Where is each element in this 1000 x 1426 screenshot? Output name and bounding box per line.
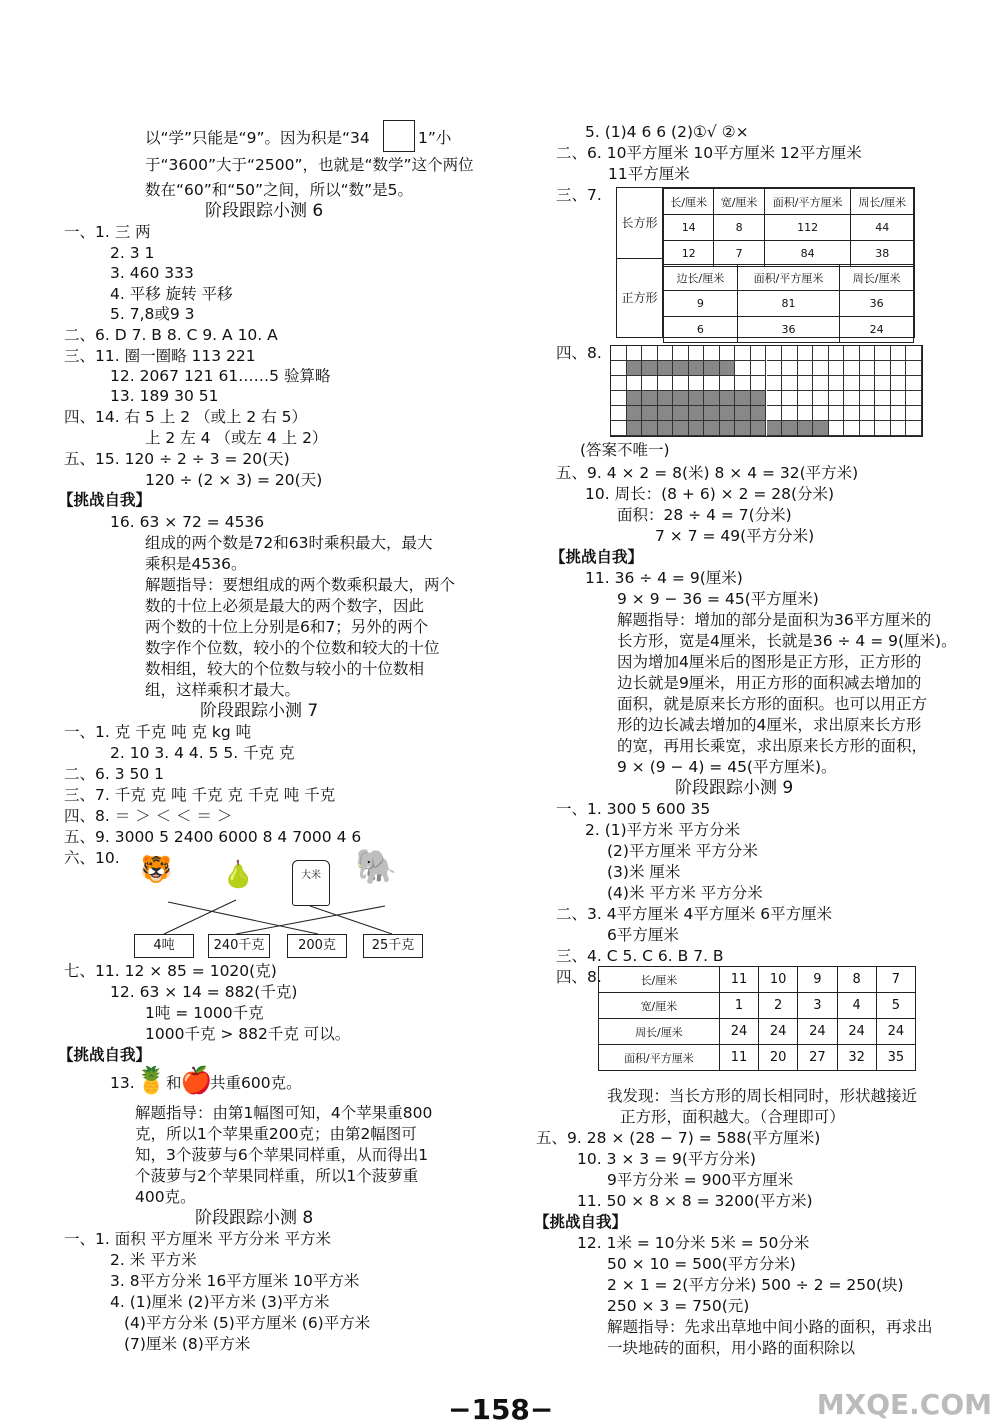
page-number: −158− bbox=[448, 1393, 554, 1426]
grid-cell bbox=[735, 406, 751, 421]
section-title: 阶段跟踪小测 9 bbox=[675, 778, 794, 798]
answer-line: 二、6. 3 50 1 bbox=[64, 765, 165, 783]
grid-cell bbox=[767, 391, 783, 406]
match-box: 200克 bbox=[287, 934, 347, 958]
grid-cell bbox=[813, 421, 829, 436]
answer-line: 3. 460 333 bbox=[110, 264, 194, 282]
table-row-label: 正方形 bbox=[617, 259, 663, 337]
table-cell: 24 bbox=[719, 1019, 758, 1045]
grid-cell bbox=[844, 361, 860, 376]
answer-line: 6平方厘米 bbox=[607, 926, 679, 944]
pineapple-icon: 🍍 bbox=[135, 1066, 168, 1096]
table-cell: 27 bbox=[798, 1045, 837, 1071]
match-box: 240千克 bbox=[208, 934, 270, 958]
answer-line: 250 × 3 = 750(元) bbox=[607, 1297, 750, 1315]
section-title: 阶段跟踪小测 7 bbox=[200, 701, 319, 721]
table-header: 面积/平方厘米 bbox=[737, 265, 839, 291]
grid-cell bbox=[611, 346, 627, 361]
grid-cell bbox=[844, 391, 860, 406]
grid-cell bbox=[782, 391, 798, 406]
square-grid bbox=[610, 345, 923, 437]
answer-line: 120 ÷ (2 × 3) = 20(天) bbox=[145, 471, 323, 489]
grid-cell bbox=[627, 406, 643, 421]
answer-line: 13. bbox=[110, 1074, 135, 1092]
table-cell: 7 bbox=[876, 967, 915, 993]
answer-line: 上 2 左 4 （或左 4 上 2） bbox=[145, 429, 328, 447]
grid-cell bbox=[642, 346, 658, 361]
grid-cell bbox=[658, 406, 674, 421]
grid-cell bbox=[875, 391, 891, 406]
grid-cell bbox=[767, 421, 783, 436]
grid-cell bbox=[813, 376, 829, 391]
grid-cell bbox=[720, 406, 736, 421]
table-cell: 32 bbox=[837, 1045, 876, 1071]
grid-cell bbox=[829, 346, 845, 361]
match-box: 25千克 bbox=[363, 934, 423, 958]
grid-cell bbox=[751, 391, 767, 406]
grid-cell bbox=[891, 391, 907, 406]
answer-line: 四、8. ＝ ＞ ＜ ＜ ＝ ＞ bbox=[64, 807, 233, 825]
explanation-line: 数的十位上必须是最大的两个数字，因此 bbox=[145, 597, 425, 615]
grid-cell bbox=[642, 406, 658, 421]
answer-line: 1吨 = 1000千克 bbox=[145, 1004, 264, 1022]
table-cell: 20 bbox=[759, 1045, 798, 1071]
answer-line: 一、1. 面积 平方厘米 平方分米 平方米 bbox=[64, 1230, 331, 1248]
answer-line: (3)米 厘米 bbox=[607, 863, 681, 881]
grid-cell bbox=[875, 406, 891, 421]
table-cell: 36 bbox=[737, 317, 839, 343]
table-cell: 6 bbox=[664, 317, 738, 343]
explanation-line: 长方形，宽是4厘米，长就是36 ÷ 4 = 9(厘米)。 bbox=[617, 632, 957, 650]
answer-line: 10. 3 × 3 = 9(平方分米) bbox=[577, 1150, 756, 1168]
answer-line: 13. 189 30 51 bbox=[110, 387, 219, 405]
grid-cell bbox=[875, 361, 891, 376]
square-table bbox=[663, 264, 914, 343]
table-cell: 44 bbox=[851, 215, 914, 241]
explanation-line: 两个数的十位上分别是6和7；另外的两个 bbox=[145, 618, 429, 636]
grid-cell bbox=[735, 346, 751, 361]
grid-cell bbox=[673, 421, 689, 436]
answer-line: (2)平方厘米 平方分米 bbox=[607, 842, 758, 860]
answer-line: 四、14. 右 5 上 2 （或上 2 右 5） bbox=[64, 408, 308, 426]
answer-line: 50 × 10 = 500(平方分米) bbox=[607, 1255, 796, 1273]
grid-cell bbox=[906, 391, 922, 406]
explanation-line: 的宽，再用长乘宽，求出原来长方形的面积， bbox=[617, 737, 928, 755]
answer-line: 7 × 7 = 49(平方分米) bbox=[655, 527, 815, 545]
answer-line: 10. 周长：(8 + 6) × 2 = 28(分米) bbox=[585, 485, 835, 503]
answer-line: 五、9. 3000 5 2400 6000 8 4 7000 4 6 bbox=[64, 828, 362, 846]
grid-cell bbox=[860, 361, 876, 376]
rect-table bbox=[663, 188, 914, 267]
answer-line: 我发现：当长方形的周长相同时，形状越接近 bbox=[607, 1087, 918, 1105]
table-header: 周长/厘米 bbox=[840, 265, 914, 291]
grid-cell bbox=[751, 421, 767, 436]
answer-line: 2. 3 1 bbox=[110, 244, 155, 262]
grid-cell bbox=[844, 406, 860, 421]
answer-line: 1000千克 > 882千克 可以。 bbox=[145, 1025, 351, 1043]
answer-line: 五、9. 4 × 2 = 8(米) 8 × 4 = 32(平方米) bbox=[556, 464, 859, 482]
table-header: 面积/平方厘米 bbox=[764, 189, 851, 215]
answer-line: 四、8. bbox=[556, 344, 602, 362]
grid-cell bbox=[704, 421, 720, 436]
perimeter-area-table bbox=[598, 966, 916, 1071]
explanation-line: 解题指导：由第1幅图可知，4个苹果重800 bbox=[135, 1104, 433, 1122]
table-cell: 35 bbox=[876, 1045, 915, 1071]
grid-cell bbox=[611, 376, 627, 391]
answer-line: 二、6. D 7. B 8. C 9. A 10. A bbox=[64, 326, 278, 344]
table-row-header: 宽/厘米 bbox=[599, 993, 720, 1019]
grid-cell bbox=[813, 406, 829, 421]
answer-line: 3. 8平方分米 16平方厘米 10平方米 bbox=[110, 1272, 360, 1290]
explanation-line: 解题指导：增加的部分是面积为36平方厘米的 bbox=[617, 611, 932, 629]
answer-line: 2. 米 平方米 bbox=[110, 1251, 197, 1269]
table-cell: 4 bbox=[837, 993, 876, 1019]
explanation-line: 组，这样乘积才最大。 bbox=[145, 681, 301, 699]
grid-cell bbox=[829, 406, 845, 421]
explanation-line: 数字作个位数，较小的个位数和较大的十位 bbox=[145, 639, 440, 657]
answer-line: 正方形，面积越大。（合理即可） bbox=[620, 1108, 845, 1126]
table-cell: 24 bbox=[759, 1019, 798, 1045]
answer-line: 四、8. bbox=[556, 968, 602, 986]
grid-cell bbox=[782, 346, 798, 361]
table-cell: 3 bbox=[798, 993, 837, 1019]
grid-cell bbox=[642, 391, 658, 406]
explanation-line: 解题指导：要想组成的两个数乘积最大，两个 bbox=[145, 576, 456, 594]
table-cell: 5 bbox=[876, 993, 915, 1019]
answer-line: 5. (1)4 6 6 (2)①√ ②× bbox=[585, 123, 749, 141]
table-cell: 36 bbox=[840, 291, 914, 317]
grid-cell bbox=[906, 376, 922, 391]
grid-cell bbox=[704, 391, 720, 406]
grid-cell bbox=[658, 391, 674, 406]
grid-cell bbox=[875, 376, 891, 391]
answer-line: 5. 7,8或9 3 bbox=[110, 305, 195, 323]
table-cell: 2 bbox=[759, 993, 798, 1019]
challenge-heading: 【挑战自我】 bbox=[58, 1046, 152, 1064]
grid-cell bbox=[611, 406, 627, 421]
explanation-line: 克，所以1个苹果重200克；由第2幅图可 bbox=[135, 1125, 417, 1143]
table-cell: 24 bbox=[876, 1019, 915, 1045]
elephant-icon: 🐘 bbox=[355, 847, 398, 887]
grid-cell bbox=[782, 376, 798, 391]
table-cell: 38 bbox=[851, 241, 914, 267]
grid-cell bbox=[813, 346, 829, 361]
grid-cell bbox=[658, 421, 674, 436]
answer-line: (答案不唯一) bbox=[580, 441, 670, 459]
text-line: 1”小 bbox=[418, 129, 452, 147]
grid-cell bbox=[767, 376, 783, 391]
grid-cell bbox=[735, 391, 751, 406]
grid-cell bbox=[813, 391, 829, 406]
table-header: 周长/厘米 bbox=[851, 189, 914, 215]
table-cell: 8 bbox=[714, 215, 764, 241]
grid-cell bbox=[798, 421, 814, 436]
grid-cell bbox=[673, 361, 689, 376]
grid-cell bbox=[891, 361, 907, 376]
table-cell: 112 bbox=[764, 215, 851, 241]
grid-cell bbox=[860, 421, 876, 436]
text-line: 数在“60”和“50”之间，所以“数”是5。 bbox=[145, 181, 413, 199]
grid-cell bbox=[735, 361, 751, 376]
answer-line: 11. 50 × 8 × 8 = 3200(平方米) bbox=[577, 1192, 813, 1210]
table-cell: 24 bbox=[840, 317, 914, 343]
tiger-icon: 🐯 bbox=[140, 855, 173, 885]
pear-icon: 🍐 bbox=[222, 860, 255, 890]
answer-line: (4)米 平方米 平方分米 bbox=[607, 884, 763, 902]
explanation-line: 解题指导：先求出草地中间小路的面积，再求出 bbox=[607, 1318, 933, 1336]
grid-cell bbox=[720, 421, 736, 436]
grid-cell bbox=[642, 421, 658, 436]
matching-lines bbox=[0, 0, 510, 960]
grid-cell bbox=[891, 406, 907, 421]
grid-cell bbox=[875, 346, 891, 361]
explanation-line: 数相组，较大的个位数与较小的十位数相 bbox=[145, 660, 425, 678]
grid-cell bbox=[689, 421, 705, 436]
grid-cell bbox=[704, 406, 720, 421]
grid-cell bbox=[906, 421, 922, 436]
grid-cell bbox=[860, 376, 876, 391]
grid-cell bbox=[720, 346, 736, 361]
grid-cell bbox=[891, 346, 907, 361]
grid-cell bbox=[829, 421, 845, 436]
grid-cell bbox=[751, 406, 767, 421]
grid-cell bbox=[704, 376, 720, 391]
grid-cell bbox=[627, 361, 643, 376]
answer-line: 五、9. 28 × (28 − 7) = 588(平方厘米) bbox=[536, 1129, 821, 1147]
challenge-heading: 【挑战自我】 bbox=[550, 548, 644, 566]
answer-line: 2 × 1 = 2(平方分米) 500 ÷ 2 = 250(块) bbox=[607, 1276, 904, 1294]
grid-cell bbox=[704, 346, 720, 361]
grid-cell bbox=[829, 391, 845, 406]
grid-cell bbox=[658, 376, 674, 391]
rice-bag-label: 大米 bbox=[301, 870, 321, 881]
grid-cell bbox=[627, 346, 643, 361]
grid-cell bbox=[689, 361, 705, 376]
grid-cell bbox=[891, 376, 907, 391]
grid-cell bbox=[673, 406, 689, 421]
explanation-line: 9 × (9 − 4) = 45(平方厘米)。 bbox=[617, 758, 837, 776]
table-row-header: 面积/平方厘米 bbox=[599, 1045, 720, 1071]
grid-cell bbox=[689, 376, 705, 391]
grid-cell bbox=[798, 376, 814, 391]
answer-line: 一、1. 300 5 600 35 bbox=[556, 800, 711, 818]
rect-square-table bbox=[616, 187, 915, 338]
grid-cell bbox=[782, 361, 798, 376]
answer-line: 2. (1)平方米 平方分米 bbox=[585, 821, 741, 839]
table-cell: 11 bbox=[719, 967, 758, 993]
table-header: 宽/厘米 bbox=[714, 189, 764, 215]
answer-line: 11. 36 ÷ 4 = 9(厘米) bbox=[585, 569, 743, 587]
grid-cell bbox=[689, 391, 705, 406]
answer-line: 二、6. 10平方厘米 10平方厘米 12平方厘米 bbox=[556, 144, 862, 162]
explanation-line: 一块地砖的面积，用小路的面积除以 bbox=[607, 1339, 856, 1357]
explanation-line: 面积，就是原来长方形的面积。也可以用正方 bbox=[617, 695, 928, 713]
grid-cell bbox=[829, 376, 845, 391]
grid-cell bbox=[767, 361, 783, 376]
answer-line: 12. 1米 = 10分米 5米 = 50分米 bbox=[577, 1234, 810, 1252]
text-line: 于“3600”大于“2500”，也就是“数学”这个两位 bbox=[145, 156, 474, 174]
answer-line: 六、10. bbox=[64, 849, 120, 867]
answer-line: (7)厘米 (8)平方米 bbox=[124, 1335, 251, 1353]
grid-cell bbox=[642, 361, 658, 376]
explanation-line: 边长就是9厘米，用正方形的面积减去增加的 bbox=[617, 674, 922, 692]
grid-cell bbox=[720, 376, 736, 391]
grid-cell bbox=[891, 421, 907, 436]
text-line: 共重600克。 bbox=[210, 1074, 302, 1092]
grid-cell bbox=[906, 361, 922, 376]
answer-line: 11平方厘米 bbox=[608, 165, 690, 183]
grid-cell bbox=[906, 346, 922, 361]
table-cell: 1 bbox=[719, 993, 758, 1019]
answer-line: 2. 10 3. 4 4. 5 5. 千克 克 bbox=[110, 744, 295, 762]
answer-line: 七、11. 12 × 85 = 1020(克) bbox=[64, 962, 277, 980]
answer-line: 组成的两个数是72和63时乘积最大，最大 bbox=[145, 534, 433, 552]
table-cell: 84 bbox=[764, 241, 851, 267]
table-cell: 12 bbox=[664, 241, 714, 267]
grid-cell bbox=[860, 406, 876, 421]
answer-line: 一、1. 三 两 bbox=[64, 223, 151, 241]
grid-cell bbox=[875, 421, 891, 436]
text-line: 和 bbox=[166, 1074, 182, 1092]
grid-cell bbox=[767, 406, 783, 421]
grid-cell bbox=[813, 361, 829, 376]
grid-cell bbox=[673, 391, 689, 406]
answer-line: 12. 2067 121 61……5 验算略 bbox=[110, 367, 331, 385]
grid-cell bbox=[751, 346, 767, 361]
table-cell: 14 bbox=[664, 215, 714, 241]
table-cell: 9 bbox=[664, 291, 738, 317]
grid-cell bbox=[798, 391, 814, 406]
table-row-label: 长方形 bbox=[617, 188, 663, 259]
explanation-line: 400克。 bbox=[135, 1188, 196, 1206]
grid-cell bbox=[704, 361, 720, 376]
table-cell: 8 bbox=[837, 967, 876, 993]
grid-cell bbox=[735, 376, 751, 391]
answer-line: 二、3. 4平方厘米 4平方厘米 6平方厘米 bbox=[556, 905, 833, 923]
table-header: 边长/厘米 bbox=[664, 265, 738, 291]
match-box: 4吨 bbox=[134, 934, 194, 958]
answer-line: 三、11. 圈一圈略 113 221 bbox=[64, 347, 256, 365]
explanation-line: 个菠萝与2个苹果同样重，所以1个菠萝重 bbox=[135, 1167, 419, 1185]
grid-cell bbox=[720, 391, 736, 406]
grid-cell bbox=[751, 376, 767, 391]
table-header: 长/厘米 bbox=[664, 189, 714, 215]
grid-cell bbox=[689, 406, 705, 421]
grid-cell bbox=[658, 346, 674, 361]
answer-line: 4. (1)厘米 (2)平方米 (3)平方米 bbox=[110, 1293, 330, 1311]
grid-cell bbox=[689, 346, 705, 361]
grid-cell bbox=[673, 376, 689, 391]
grid-cell bbox=[751, 361, 767, 376]
grid-cell bbox=[720, 361, 736, 376]
table-cell: 11 bbox=[719, 1045, 758, 1071]
answer-line: 三、7. 千克 克 吨 千克 克 千克 吨 千克 bbox=[64, 786, 336, 804]
grid-cell bbox=[829, 361, 845, 376]
table-cell: 24 bbox=[798, 1019, 837, 1045]
grid-cell bbox=[611, 361, 627, 376]
grid-cell bbox=[906, 406, 922, 421]
explanation-line: 形的边长减去增加的4厘米，求出原来长方形 bbox=[617, 716, 922, 734]
watermark: MXQE.COM bbox=[816, 1388, 992, 1421]
challenge-heading: 【挑战自我】 bbox=[534, 1213, 628, 1231]
answer-line: 4. 平移 旋转 平移 bbox=[110, 285, 233, 303]
section-title: 阶段跟踪小测 6 bbox=[205, 201, 324, 221]
grid-cell bbox=[860, 346, 876, 361]
grid-cell bbox=[798, 406, 814, 421]
apple-icon: 🍎 bbox=[180, 1066, 213, 1096]
grid-cell bbox=[798, 346, 814, 361]
grid-cell bbox=[798, 361, 814, 376]
grid-cell bbox=[860, 391, 876, 406]
grid-cell bbox=[673, 346, 689, 361]
grid-cell bbox=[642, 376, 658, 391]
grid-cell bbox=[767, 346, 783, 361]
grid-cell bbox=[611, 421, 627, 436]
table-cell: 7 bbox=[714, 241, 764, 267]
answer-line: 一、1. 克 千克 吨 克 kg 吨 bbox=[64, 723, 252, 741]
table-cell: 9 bbox=[798, 967, 837, 993]
grid-cell bbox=[611, 391, 627, 406]
text-line: 以“学”只能是“9”。因为积是“34 bbox=[145, 129, 370, 147]
table-cell: 81 bbox=[737, 291, 839, 317]
answer-line: 面积：28 ÷ 4 = 7(分米) bbox=[617, 506, 792, 524]
grid-cell bbox=[844, 421, 860, 436]
grid-cell bbox=[627, 376, 643, 391]
answer-line: 9平方分米 = 900平方厘米 bbox=[607, 1171, 794, 1189]
grid-cell bbox=[627, 391, 643, 406]
grid-cell bbox=[782, 406, 798, 421]
section-title: 阶段跟踪小测 8 bbox=[195, 1208, 314, 1228]
grid-cell bbox=[658, 361, 674, 376]
answer-line: (4)平方分米 (5)平方厘米 (6)平方米 bbox=[124, 1314, 371, 1332]
answer-line: 9 × 9 − 36 = 45(平方厘米) bbox=[617, 590, 819, 608]
answer-line: 12. 63 × 14 = 882(千克) bbox=[110, 983, 298, 1001]
grid-cell bbox=[782, 421, 798, 436]
answer-line: 16. 63 × 72 = 4536 bbox=[110, 513, 265, 531]
table-row-header: 长/厘米 bbox=[599, 967, 720, 993]
grid-cell bbox=[627, 421, 643, 436]
table-row-header: 周长/厘米 bbox=[599, 1019, 720, 1045]
grid-cell bbox=[844, 346, 860, 361]
answer-line: 乘积是4536。 bbox=[145, 555, 247, 573]
answer-line: 三、4. C 5. C 6. B 7. B bbox=[556, 947, 724, 965]
answer-line: 五、15. 120 ÷ 2 ÷ 3 = 20(天) bbox=[64, 450, 290, 468]
explanation-line: 因为增加4厘米后的图形是正方形，正方形的 bbox=[617, 653, 922, 671]
explanation-line: 知，3个菠萝与6个苹果同样重，从而得出1 bbox=[135, 1146, 429, 1164]
answer-line: 三、7. bbox=[556, 186, 602, 204]
table-cell: 24 bbox=[837, 1019, 876, 1045]
challenge-heading: 【挑战自我】 bbox=[58, 491, 152, 509]
grid-cell bbox=[735, 421, 751, 436]
grid-cell bbox=[844, 376, 860, 391]
table-cell: 10 bbox=[759, 967, 798, 993]
